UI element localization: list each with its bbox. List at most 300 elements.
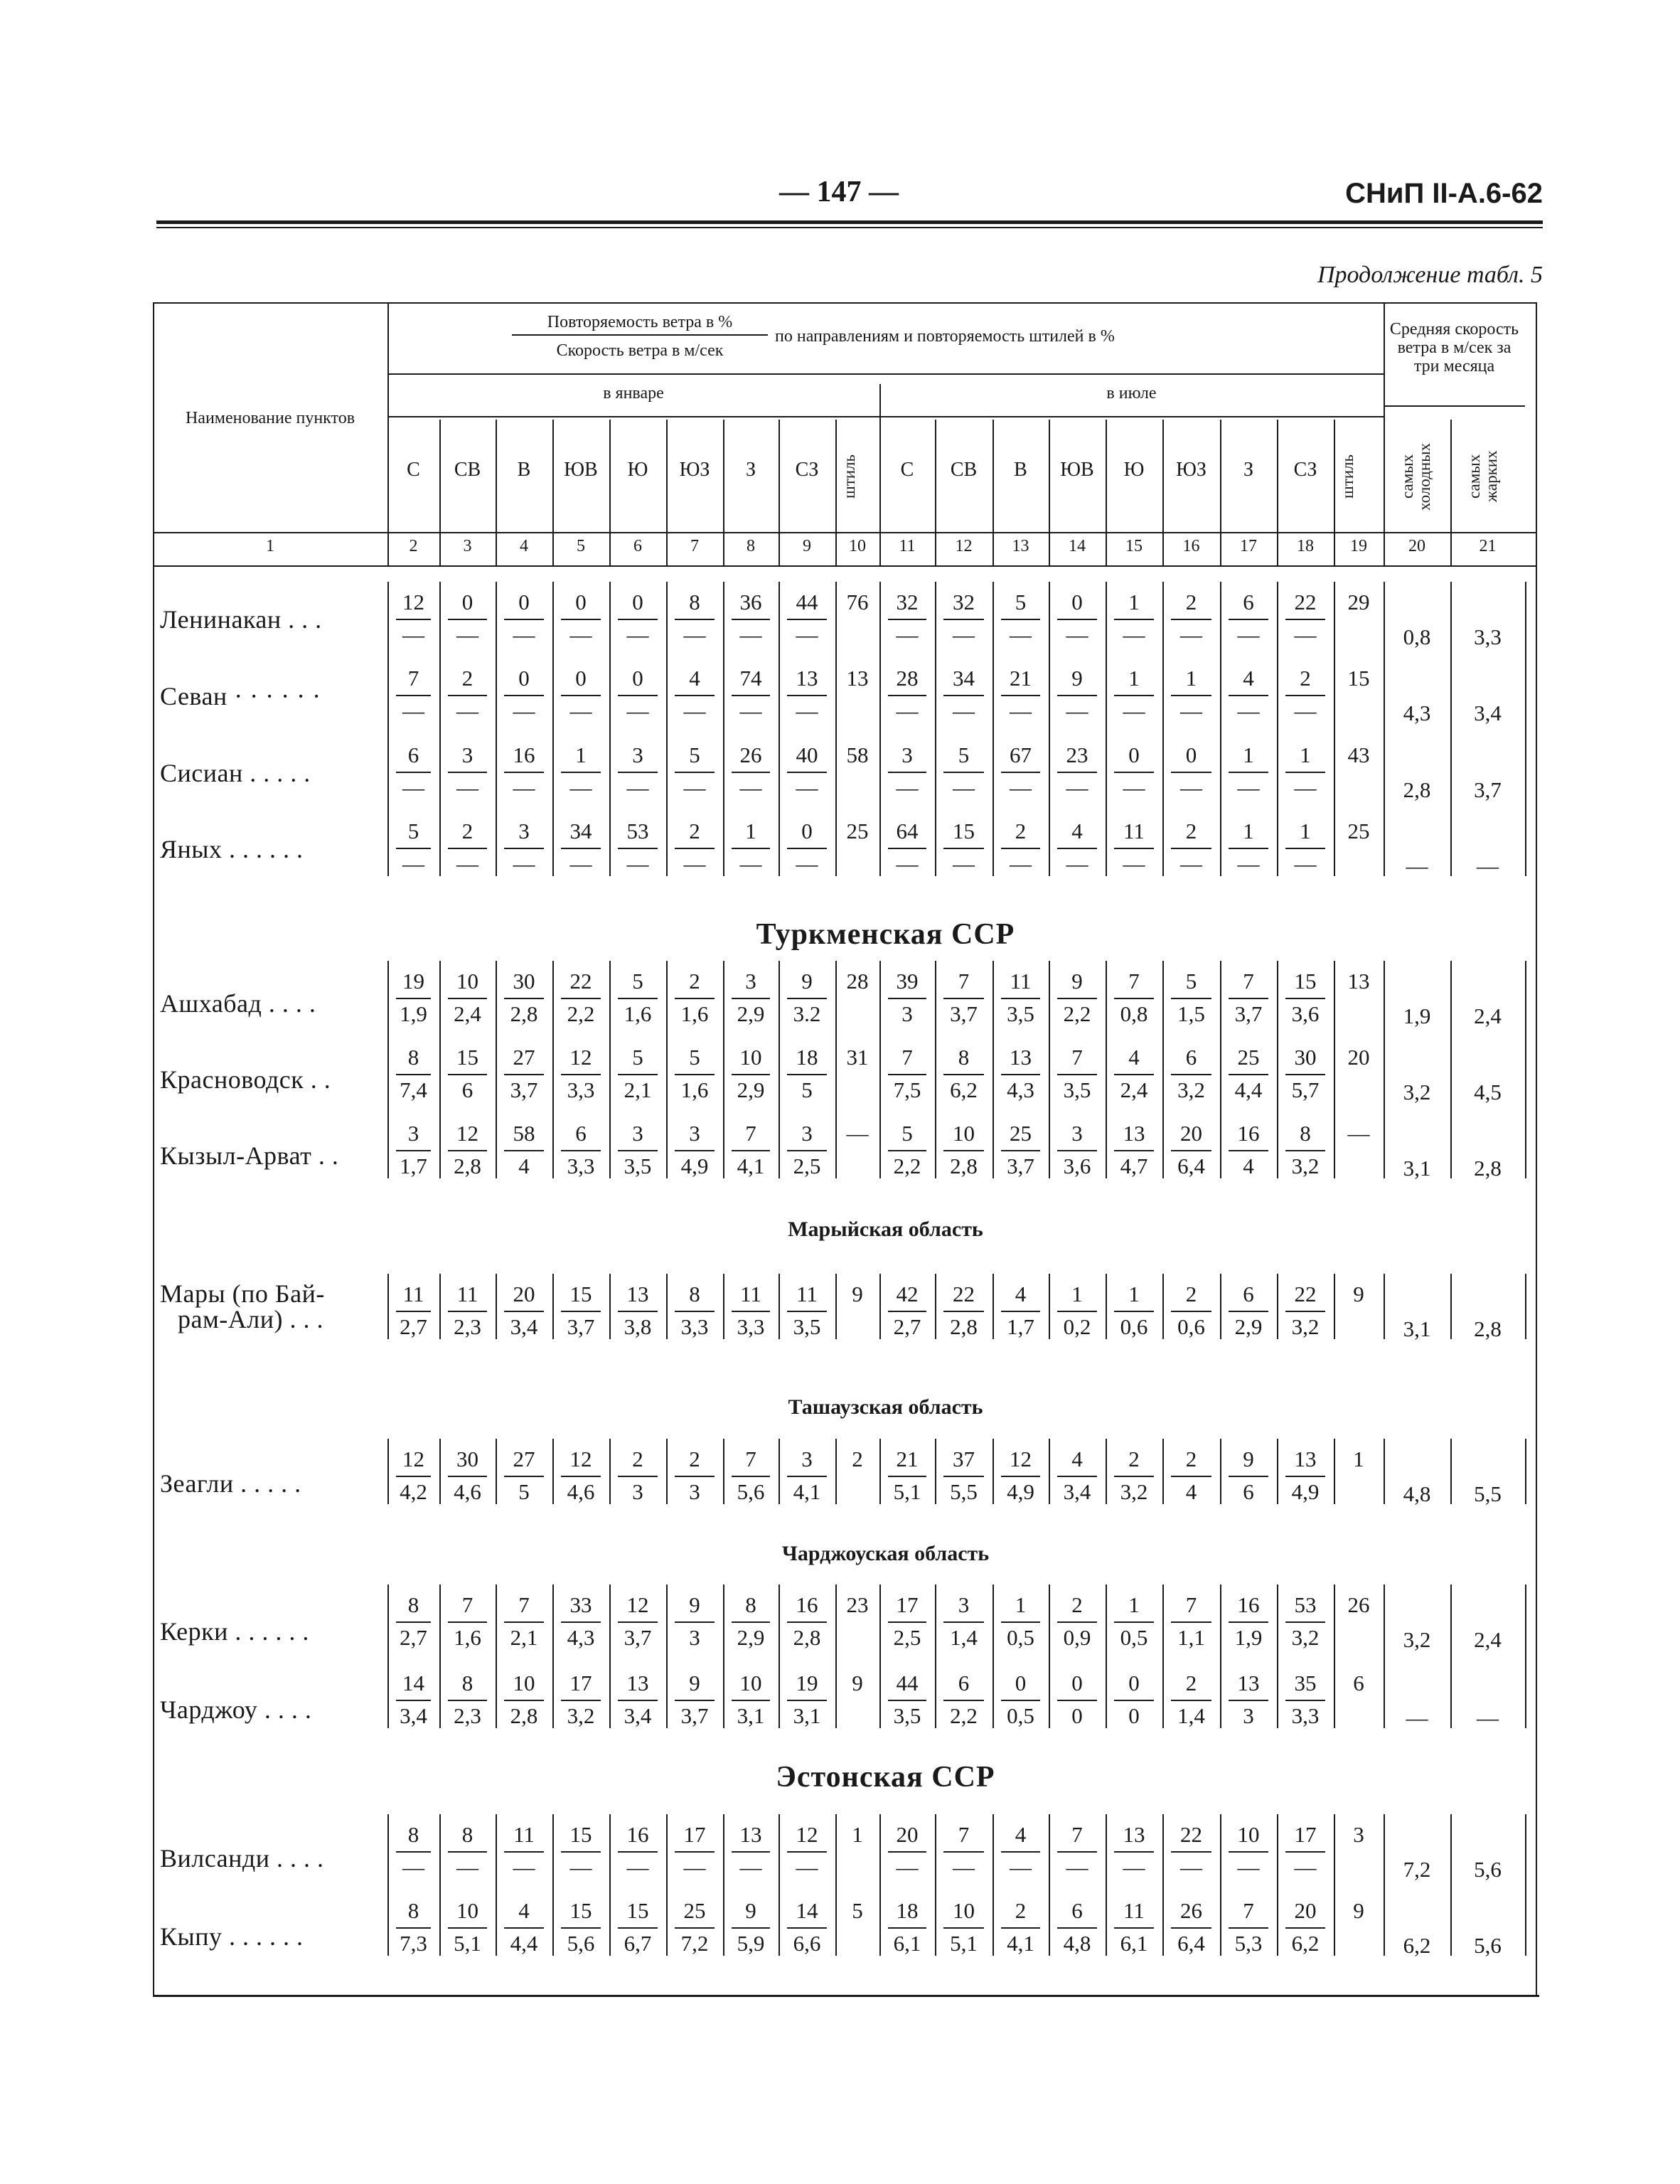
wind-speed: — — [1010, 698, 1032, 723]
wind-frequency: 37 — [953, 1447, 975, 1471]
wind-frequency: 7 — [1128, 969, 1140, 994]
wind-speed: 6,6 — [793, 1931, 821, 1956]
wind-frequency: 8 — [745, 1592, 756, 1617]
wind-speed: — — [1123, 622, 1145, 647]
fraction-bar — [448, 1851, 487, 1853]
wind-frequency: 40 — [796, 742, 818, 767]
avg-speed-cold: 1,9 — [1403, 1003, 1431, 1028]
wind-speed: 1,6 — [680, 1001, 709, 1026]
wind-frequency: 15 — [953, 819, 975, 843]
wind-frequency: 2 — [1185, 1282, 1197, 1306]
wind-speed: — — [1180, 698, 1202, 723]
fraction-bar — [504, 1150, 544, 1151]
fraction-bar — [448, 772, 487, 773]
header-calm: штиль — [1339, 454, 1357, 499]
wind-frequency: 9 — [1071, 666, 1083, 691]
wind-speed: 4,6 — [567, 1479, 595, 1504]
wind-frequency: 0 — [1015, 1671, 1027, 1695]
document-code: СНиП II-А.6-62 — [1345, 178, 1543, 209]
wind-frequency: 12 — [456, 1121, 478, 1146]
fraction-bar — [732, 695, 770, 696]
wind-frequency: 15 — [1294, 969, 1317, 994]
calm-frequency: 15 — [1347, 666, 1370, 691]
fraction-bar — [396, 772, 431, 773]
fraction-bar — [1057, 998, 1097, 999]
wind-speed: 3,1 — [793, 1703, 821, 1728]
wind-speed: — — [796, 775, 818, 800]
wind-frequency: 3 — [1071, 1121, 1083, 1146]
wind-frequency: 12 — [569, 1045, 592, 1070]
header-direction: Ю — [627, 459, 648, 481]
fraction-bar — [618, 1074, 658, 1075]
column-number: 3 — [463, 537, 472, 555]
fraction-bar — [1114, 695, 1154, 696]
wind-speed: — — [569, 775, 592, 800]
fraction-bar — [732, 1150, 770, 1151]
fraction-bar — [1285, 1074, 1325, 1075]
wind-speed: — — [953, 775, 975, 800]
wind-speed: 1,9 — [400, 1001, 427, 1026]
fraction-bar — [1114, 1476, 1154, 1477]
wind-speed: — — [1237, 1855, 1260, 1880]
wind-frequency: 26 — [739, 742, 762, 767]
wind-frequency: 4 — [1071, 1447, 1083, 1471]
avg-speed-hot: 2,8 — [1474, 1316, 1502, 1341]
fraction-bar — [561, 695, 601, 696]
fraction-bar — [1171, 1700, 1211, 1701]
wind-frequency: 3 — [745, 969, 756, 994]
station-name: Ашхабад . . . . — [160, 989, 316, 1018]
avg-speed-cold: 4,3 — [1403, 701, 1431, 725]
wind-speed: 3,5 — [793, 1314, 821, 1339]
fraction-bar — [1285, 848, 1325, 849]
top-rule-thin — [156, 227, 1543, 228]
wind-frequency: 8 — [689, 1282, 700, 1306]
wind-frequency: 10 — [739, 1671, 762, 1695]
calm-frequency: 9 — [1353, 1898, 1364, 1923]
wind-frequency: 15 — [569, 1898, 592, 1923]
wind-frequency: 8 — [689, 590, 700, 614]
wind-frequency: 10 — [953, 1898, 975, 1923]
wind-speed: 2,2 — [893, 1154, 921, 1178]
fraction-bar — [561, 848, 601, 849]
fraction-bar — [396, 998, 431, 999]
station-name: Мары (по Бай- — [160, 1279, 325, 1308]
fraction-bar — [787, 1150, 827, 1151]
wind-speed: 3,4 — [1063, 1479, 1091, 1504]
calm-frequency: 6 — [1353, 1671, 1364, 1695]
wind-speed: 1,7 — [400, 1154, 427, 1178]
wind-speed: — — [1123, 698, 1145, 723]
calm-frequency: 25 — [1347, 819, 1370, 843]
wind-frequency: 22 — [1180, 1822, 1202, 1847]
wind-speed: — — [1294, 1855, 1317, 1880]
wind-frequency: 4 — [1128, 1045, 1140, 1070]
wind-speed: 5,3 — [1234, 1931, 1263, 1956]
calm-frequency: 25 — [846, 819, 869, 843]
wind-speed: — — [402, 698, 424, 723]
fraction-bar — [1001, 1851, 1040, 1853]
fraction-bar — [1285, 695, 1325, 696]
wind-speed: 3,7 — [624, 1625, 652, 1650]
wind-frequency: 7 — [1243, 1898, 1254, 1923]
wind-frequency: 1 — [1128, 1592, 1140, 1617]
wind-speed: — — [1180, 775, 1202, 800]
calm-frequency: 26 — [1347, 1592, 1370, 1617]
fraction-bar — [1171, 772, 1211, 773]
wind-frequency: 32 — [953, 590, 975, 614]
wind-speed: 1,6 — [454, 1625, 481, 1650]
wind-speed: 3,4 — [400, 1703, 427, 1728]
wind-frequency: 22 — [1294, 590, 1317, 614]
wind-frequency: 6 — [575, 1121, 587, 1146]
fraction-bar — [1057, 1311, 1097, 1312]
header-direction: С — [900, 459, 914, 481]
wind-speed: 4,3 — [567, 1625, 595, 1650]
calm-frequency: 9 — [852, 1282, 863, 1306]
fraction-bar — [1001, 695, 1040, 696]
fraction-bar — [1229, 695, 1268, 696]
header-station-name: Наименование пунктов — [185, 409, 355, 427]
wind-frequency: 30 — [456, 1447, 478, 1471]
fraction-bar — [448, 848, 487, 849]
wind-frequency: 20 — [1294, 1898, 1317, 1923]
calm-frequency: 29 — [1347, 590, 1370, 614]
fraction-bar — [888, 1311, 926, 1312]
fraction-bar — [888, 848, 926, 849]
column-number: 16 — [1182, 537, 1200, 555]
fraction-bar — [675, 1476, 715, 1477]
wind-frequency: 7 — [518, 1592, 530, 1617]
column-number: 10 — [849, 537, 866, 555]
table-right-border — [1536, 302, 1537, 1995]
wind-frequency: 19 — [796, 1671, 818, 1695]
calm-frequency: 76 — [846, 590, 869, 614]
data-col-divider — [1450, 961, 1452, 1178]
fraction-bar — [561, 1311, 601, 1312]
wind-speed: 3,2 — [1291, 1154, 1320, 1178]
fraction-bar — [1285, 619, 1325, 620]
wind-frequency: 7 — [1243, 969, 1254, 994]
wind-speed: — — [1237, 622, 1260, 647]
wind-speed: 1,7 — [1007, 1314, 1034, 1339]
wind-frequency: 5 — [689, 1045, 700, 1070]
wind-frequency: 2 — [1185, 1447, 1197, 1471]
data-col-divider — [1525, 1584, 1526, 1728]
wind-frequency: 2 — [1071, 1592, 1083, 1617]
wind-frequency: 11 — [740, 1282, 761, 1306]
wind-speed: — — [626, 1855, 649, 1880]
fraction-bar — [888, 695, 926, 696]
data-col-divider — [1525, 1274, 1526, 1339]
wind-speed: 4 — [518, 1154, 530, 1178]
wind-frequency: 9 — [745, 1898, 756, 1923]
header-direction: Ю — [1123, 459, 1145, 481]
wind-frequency: 17 — [896, 1592, 919, 1617]
fraction-bar — [504, 998, 544, 999]
column-number: 1 — [266, 537, 274, 555]
wind-speed: 1,4 — [1177, 1703, 1205, 1728]
wind-speed: 4,2 — [400, 1479, 427, 1504]
wind-frequency: 1 — [745, 819, 756, 843]
fraction-bar — [787, 1311, 827, 1312]
wind-speed: 0,5 — [1007, 1703, 1034, 1728]
fraction-bar — [1229, 619, 1268, 620]
wind-frequency: 2 — [1128, 1447, 1140, 1471]
wind-speed: — — [1123, 851, 1145, 876]
wind-speed: 3,2 — [1291, 1625, 1320, 1650]
fraction-bar — [504, 1700, 544, 1701]
wind-frequency: 1 — [1300, 819, 1311, 843]
wind-speed: 3,2 — [1291, 1314, 1320, 1339]
wind-frequency: 4 — [518, 1898, 530, 1923]
wind-speed: 3,3 — [1291, 1703, 1320, 1728]
fraction-bar — [1001, 998, 1040, 999]
wind-speed: 4,4 — [510, 1931, 538, 1956]
fraction-bar — [675, 772, 715, 773]
fraction-bar — [943, 1150, 984, 1151]
fraction-bar — [1229, 1074, 1268, 1075]
avg-speed-hot: 2,4 — [1474, 1627, 1502, 1652]
wind-speed: — — [953, 851, 975, 876]
wind-frequency: 32 — [896, 590, 919, 614]
calm-frequency: 1 — [1353, 1447, 1364, 1471]
fraction-bar — [1114, 1621, 1154, 1623]
fraction-bar — [618, 772, 658, 773]
wind-frequency: 2 — [461, 819, 473, 843]
wind-speed: 2,8 — [510, 1001, 538, 1026]
wind-speed: — — [739, 1855, 762, 1880]
wind-frequency: 13 — [626, 1671, 649, 1695]
wind-frequency: 25 — [683, 1898, 706, 1923]
wind-frequency: 15 — [569, 1822, 592, 1847]
station-name: Вилсанди . . . . — [160, 1844, 324, 1873]
header-direction: СВ — [454, 459, 481, 481]
wind-frequency: 8 — [407, 1822, 419, 1847]
wind-speed: — — [1010, 851, 1032, 876]
fraction-bar — [504, 619, 544, 620]
fraction-bar — [1001, 1074, 1040, 1075]
wind-frequency: 18 — [796, 1045, 818, 1070]
wind-frequency: 2 — [461, 666, 473, 691]
header-direction: ЮЗ — [1176, 459, 1207, 481]
data-col-divider — [1525, 582, 1526, 876]
fraction-bar — [504, 1621, 544, 1623]
wind-frequency: 17 — [683, 1822, 706, 1847]
wind-speed: 1,1 — [1177, 1625, 1205, 1650]
fraction-bar — [1229, 1476, 1268, 1477]
header-direction: СЗ — [1293, 459, 1317, 481]
top-rule — [156, 220, 1543, 224]
avg-speed-hot: 2,8 — [1474, 1156, 1502, 1181]
wind-speed: — — [456, 698, 478, 723]
wind-speed: 4,4 — [1234, 1077, 1263, 1102]
wind-speed: 4,6 — [454, 1479, 481, 1504]
header-direction: В — [1014, 459, 1027, 481]
avg-speed-hot: 3,3 — [1474, 624, 1502, 649]
header-tail: по направлениям и повторяемость штилей в % — [775, 327, 1115, 346]
fraction-bar — [1229, 998, 1268, 999]
fraction-bar — [618, 998, 658, 999]
fraction-bar — [448, 1074, 487, 1075]
wind-speed: — — [683, 851, 706, 876]
wind-frequency: 13 — [626, 1282, 649, 1306]
wind-speed: 3 — [689, 1479, 700, 1504]
column-number: 15 — [1125, 537, 1143, 555]
fraction-bar — [675, 1150, 715, 1151]
wind-speed: 3,3 — [737, 1314, 765, 1339]
fraction-bar — [1229, 1621, 1268, 1623]
fraction-bar — [448, 1150, 487, 1151]
wind-frequency: 16 — [626, 1822, 649, 1847]
column-number: 6 — [633, 537, 642, 555]
wind-speed: 3,3 — [680, 1314, 709, 1339]
wind-speed: 1,6 — [624, 1001, 652, 1026]
wind-frequency: 11 — [1123, 819, 1145, 843]
avg-speed-cold: 3,2 — [1403, 1627, 1431, 1652]
wind-speed: 4,9 — [1291, 1479, 1320, 1504]
calm-frequency: 5 — [852, 1898, 863, 1923]
wind-frequency: 0 — [1185, 742, 1197, 767]
fraction-bar — [732, 848, 770, 849]
wind-frequency: 8 — [407, 1045, 419, 1070]
wind-frequency: 17 — [1294, 1822, 1317, 1847]
wind-speed: 2,8 — [950, 1314, 978, 1339]
wind-speed: — — [402, 775, 424, 800]
wind-speed: — — [626, 698, 649, 723]
calm-frequency: — — [846, 1121, 869, 1146]
fraction-bar — [618, 848, 658, 849]
wind-frequency: 5 — [958, 742, 970, 767]
fraction-bar — [675, 1700, 715, 1701]
wind-speed: 3,3 — [567, 1077, 595, 1102]
wind-speed: 5,1 — [454, 1931, 481, 1956]
column-number: 20 — [1408, 537, 1425, 555]
column-number: 4 — [520, 537, 528, 555]
wind-frequency: 2 — [1015, 819, 1027, 843]
wind-speed: 4,7 — [1120, 1154, 1148, 1178]
avg-speed-hot: 5,6 — [1474, 1857, 1502, 1882]
station-name: Керки . . . . . . — [160, 1617, 309, 1646]
wind-frequency: 1 — [1243, 819, 1254, 843]
wind-speed: 2,3 — [454, 1703, 481, 1728]
wind-speed: 3,2 — [567, 1703, 595, 1728]
fraction-bar — [943, 1621, 984, 1623]
wind-frequency: 0 — [575, 666, 587, 691]
fraction-bar — [1057, 1074, 1097, 1075]
wind-speed: — — [1294, 622, 1317, 647]
column-number: 17 — [1240, 537, 1257, 555]
wind-speed: — — [569, 698, 592, 723]
header-line-bottom — [153, 565, 1536, 567]
wind-speed: — — [513, 851, 535, 876]
header-july: в июле — [1106, 384, 1157, 403]
fraction-bar — [1114, 1074, 1154, 1075]
fraction-bar — [561, 772, 601, 773]
wind-speed: 2,7 — [400, 1314, 427, 1339]
column-number: 9 — [803, 537, 811, 555]
table-top-border — [153, 302, 1536, 304]
wind-frequency: 13 — [1294, 1447, 1317, 1471]
wind-frequency: 8 — [407, 1592, 419, 1617]
wind-speed: 4,1 — [793, 1479, 821, 1504]
wind-speed: 6,4 — [1177, 1154, 1205, 1178]
wind-frequency: 4 — [1071, 819, 1083, 843]
wind-frequency: 2 — [1185, 819, 1197, 843]
fraction-bar — [561, 1927, 601, 1929]
fraction-bar — [618, 1476, 658, 1477]
fraction-bar — [1171, 1621, 1211, 1623]
wind-frequency: 3 — [632, 742, 643, 767]
avg-speed-cold: 6,2 — [1403, 1933, 1431, 1958]
avg-speed-cold: 3,2 — [1403, 1080, 1431, 1104]
fraction-bar — [675, 695, 715, 696]
wind-speed: 5,1 — [893, 1479, 921, 1504]
fraction-bar — [675, 619, 715, 620]
wind-frequency: 44 — [896, 1671, 919, 1695]
fraction-bar — [732, 619, 770, 620]
wind-frequency: 8 — [461, 1671, 473, 1695]
wind-speed: 3,5 — [1063, 1077, 1091, 1102]
fraction-bar — [1171, 695, 1211, 696]
wind-frequency: 5 — [901, 1121, 913, 1146]
wind-speed: 3 — [689, 1625, 700, 1650]
station-name: Ленинакан . . . — [160, 605, 322, 634]
fraction-bar — [787, 772, 827, 773]
fraction-bar — [396, 695, 431, 696]
wind-frequency: 7 — [1185, 1592, 1197, 1617]
wind-frequency: 7 — [1071, 1045, 1083, 1070]
wind-speed: — — [896, 1855, 919, 1880]
wind-frequency: 4 — [1015, 1282, 1027, 1306]
fraction-bar — [396, 619, 431, 620]
wind-frequency: 15 — [456, 1045, 478, 1070]
wind-speed: 2,1 — [510, 1625, 538, 1650]
wind-frequency: 13 — [1123, 1822, 1145, 1847]
wind-speed: — — [1066, 698, 1088, 723]
section-heading: Эстонская ССР — [776, 1761, 995, 1794]
wind-speed: — — [896, 775, 919, 800]
wind-speed: 6,7 — [624, 1931, 652, 1956]
fraction-bar — [618, 1851, 658, 1853]
wind-speed: 2,8 — [793, 1625, 821, 1650]
calm-frequency: 13 — [846, 666, 869, 691]
fraction-bar — [1114, 998, 1154, 999]
wind-speed: — — [456, 775, 478, 800]
wind-frequency: 13 — [1237, 1671, 1260, 1695]
wind-speed: — — [953, 1855, 975, 1880]
wind-speed: 2,2 — [950, 1703, 978, 1728]
wind-frequency: 2 — [1300, 666, 1311, 691]
fraction-bar — [943, 1476, 984, 1477]
fraction-bar — [396, 1074, 431, 1075]
wind-speed: 2,2 — [567, 1001, 595, 1026]
header-avg-cold: самых холодных — [1398, 442, 1433, 511]
wind-speed: — — [513, 1855, 535, 1880]
wind-frequency: 12 — [626, 1592, 649, 1617]
fraction-bar — [561, 1476, 601, 1477]
calm-frequency: 3 — [1353, 1822, 1364, 1847]
fraction-bar — [787, 998, 827, 999]
fraction-bar — [1001, 1700, 1040, 1701]
wind-frequency: 2 — [689, 969, 700, 994]
fraction-bar — [732, 1476, 770, 1477]
wind-speed: 2,1 — [624, 1077, 652, 1102]
wind-frequency: 14 — [402, 1671, 424, 1695]
wind-speed: — — [402, 851, 424, 876]
header-line-dirs — [387, 416, 1384, 417]
wind-speed: — — [739, 851, 762, 876]
